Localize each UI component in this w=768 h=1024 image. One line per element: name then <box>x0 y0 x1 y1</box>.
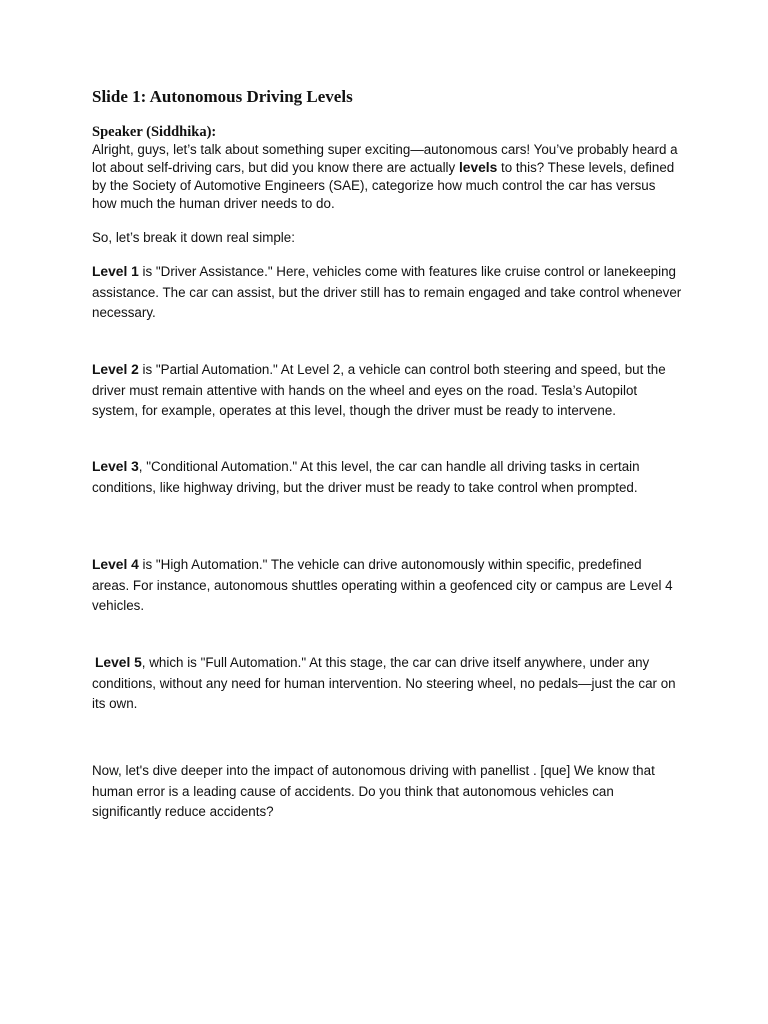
level-5-label: Level 5 <box>95 655 142 670</box>
level-4-label: Level 4 <box>92 557 139 572</box>
level-5-text: , which is "Full Automation." At this stage, the car can drive itself anywhere, under any conditions, without any need for human intervention. No steering wheel, no pedals—just the car on its own. <box>92 655 676 711</box>
intro-keyword: levels <box>458 160 498 175</box>
intro-paragraph <box>92 141 682 213</box>
closing-paragraph: Now, let's dive deeper into the impact of autonomous driving with panellist . [que] We know that human error is a leading cause of accidents. Do you think that autonomous vehicles can significantly reduce accidents? <box>92 763 655 819</box>
level-3-text: , "Conditional Automation." At this level, the car can handle all driving tasks in certain conditions, like highway driving, but the driver must be ready to take control when prompted. <box>92 459 640 495</box>
breakdown-paragraph: So, let’s break it down real simple: <box>92 230 295 245</box>
intro-text-before: Alright, guys, let’s talk about something super exciting—autonomous cars! You’ve probably heard a lot about self-driving cars, but did you know there are actually <box>92 142 678 175</box>
level-1-label: Level 1 <box>92 264 139 279</box>
level-2-label: Level 2 <box>92 362 139 377</box>
level-1-paragraph <box>92 262 682 324</box>
level-1-text: is "Driver Assistance." Here, vehicles come with features like cruise control or lanekeeping assistance. The car can assist, but the driver still has to remain engaged and take control whenever necessary. <box>92 264 682 320</box>
level-2-paragraph <box>92 360 682 422</box>
level-5-paragraph <box>92 653 682 715</box>
level-4-paragraph <box>92 555 682 617</box>
intro-text-after: to this? These levels, defined by the Society of Automotive Engineers (SAE), categorize how much control the car has versus how much the human driver needs to do. <box>92 160 675 211</box>
level-3-paragraph <box>92 457 682 498</box>
level-3-label: Level 3 <box>92 459 139 474</box>
slide-title: Slide 1: Autonomous Driving Levels <box>92 87 353 106</box>
level-4-text: is "High Automation." The vehicle can drive autonomously within specific, predefined areas. For instance, autonomous shuttles operating within a geofenced city or campus are Level 4 vehicles. <box>92 557 673 613</box>
level-2-text: is "Partial Automation." At Level 2, a vehicle can control both steering and speed, but the driver must remain attentive with hands on the wheel and eyes on the road. Tesla’s Autopilot system, for example, operates at this level, though the driver must be ready to intervene. <box>92 362 666 418</box>
speaker-label: Speaker (Siddhika): <box>92 124 217 140</box>
